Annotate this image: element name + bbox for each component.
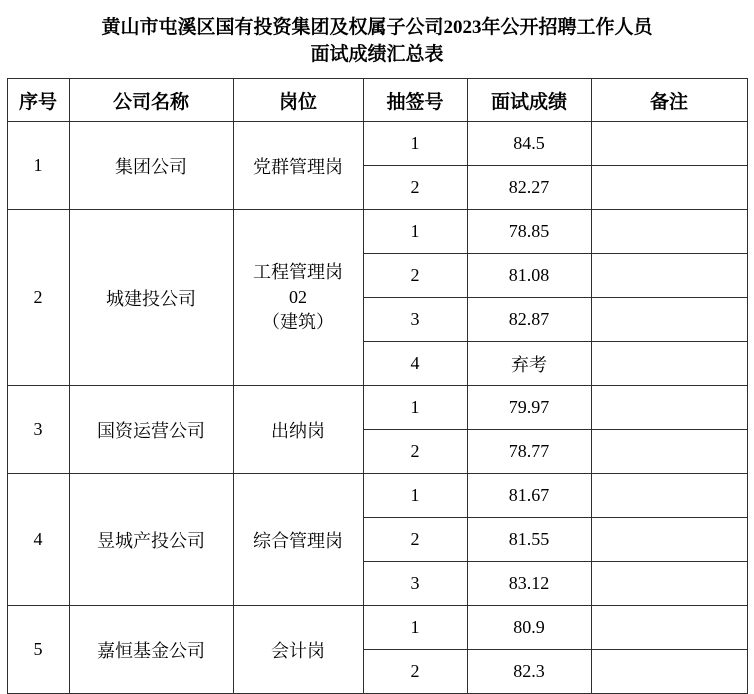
table-body [7, 122, 747, 694]
cell-index: 5 [7, 606, 69, 694]
column-header-company: 公司名称 [69, 79, 233, 122]
cell-post: 党群管理岗 [233, 122, 363, 210]
cell-index: 3 [7, 386, 69, 474]
cell-note [591, 430, 747, 474]
cell-score: 弃考 [467, 342, 591, 386]
cell-score: 78.77 [467, 430, 591, 474]
cell-score: 83.12 [467, 562, 591, 606]
cell-post-line-3: （建筑） [262, 312, 334, 332]
cell-draw-no: 1 [363, 122, 467, 166]
cell-note [591, 386, 747, 430]
cell-post: 会计岗 [233, 606, 363, 694]
cell-note [591, 562, 747, 606]
cell-note [591, 606, 747, 650]
cell-draw-no: 1 [363, 474, 467, 518]
cell-note [591, 342, 747, 386]
cell-score: 81.55 [467, 518, 591, 562]
page-title [24, 14, 730, 68]
cell-post-line-1: 工程管理岗 [253, 262, 343, 282]
column-header-index: 序号 [7, 79, 69, 122]
cell-draw-no: 2 [363, 166, 467, 210]
cell-draw-no: 2 [363, 430, 467, 474]
cell-score: 82.27 [467, 166, 591, 210]
cell-note [591, 518, 747, 562]
cell-score: 80.9 [467, 606, 591, 650]
cell-score: 78.85 [467, 210, 591, 254]
cell-company: 城建投公司 [69, 210, 233, 386]
cell-score: 82.87 [467, 298, 591, 342]
cell-draw-no: 4 [363, 342, 467, 386]
cell-post: 出纳岗 [233, 386, 363, 474]
cell-company: 集团公司 [69, 122, 233, 210]
cell-note [591, 254, 747, 298]
table-row [7, 606, 747, 650]
page-title-line-1: 黄山市屯溪区国有投资集团及权属子公司2023年公开招聘工作人员 [101, 17, 653, 38]
cell-draw-no: 1 [363, 606, 467, 650]
table-row [7, 122, 747, 166]
cell-score: 81.08 [467, 254, 591, 298]
cell-draw-no: 1 [363, 386, 467, 430]
cell-note [591, 122, 747, 166]
cell-company: 昱城产投公司 [69, 474, 233, 606]
column-header-post: 岗位 [233, 79, 363, 122]
cell-note [591, 650, 747, 694]
column-header-draw-no: 抽签号 [363, 79, 467, 122]
cell-post-line-2: 02 [289, 287, 307, 307]
cell-note [591, 298, 747, 342]
cell-score: 79.97 [467, 386, 591, 430]
cell-draw-no: 2 [363, 650, 467, 694]
table-row [7, 210, 747, 254]
cell-score: 84.5 [467, 122, 591, 166]
cell-note [591, 474, 747, 518]
cell-index: 1 [7, 122, 69, 210]
cell-draw-no: 3 [363, 562, 467, 606]
cell-index: 2 [7, 210, 69, 386]
cell-note [591, 166, 747, 210]
cell-draw-no: 2 [363, 518, 467, 562]
cell-post [233, 210, 363, 386]
column-header-score: 面试成绩 [467, 79, 591, 122]
interview-scores-table [7, 78, 748, 694]
cell-score: 81.67 [467, 474, 591, 518]
column-header-note: 备注 [591, 79, 747, 122]
table-header-row [7, 79, 747, 122]
cell-score: 82.3 [467, 650, 591, 694]
cell-company: 嘉恒基金公司 [69, 606, 233, 694]
cell-index: 4 [7, 474, 69, 606]
table-row [7, 474, 747, 518]
cell-draw-no: 3 [363, 298, 467, 342]
cell-company: 国资运营公司 [69, 386, 233, 474]
cell-draw-no: 1 [363, 210, 467, 254]
page-title-line-2: 面试成绩汇总表 [310, 44, 444, 65]
table-row [7, 386, 747, 430]
cell-note [591, 210, 747, 254]
cell-post: 综合管理岗 [233, 474, 363, 606]
cell-draw-no: 2 [363, 254, 467, 298]
